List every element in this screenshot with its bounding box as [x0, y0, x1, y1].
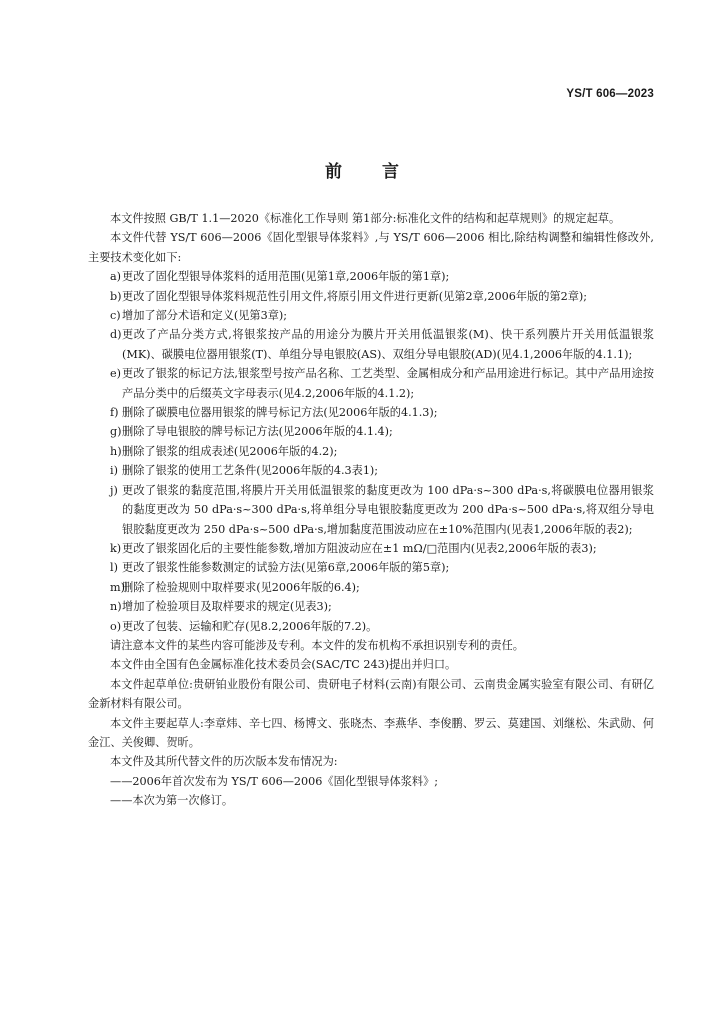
list-item: [88, 617, 654, 636]
intro-paragraph: 本文件代替 YS/T 606—2006《固化型银导体浆料》,与 YS/T 606—2006 相比,除结构调整和编辑性修改外,主要技术变化如下:: [88, 231, 654, 264]
list-marker: h): [110, 444, 122, 458]
version-history-item: ——本次为第一次修订。: [110, 794, 234, 808]
list-item: [88, 539, 654, 558]
list-marker: n): [110, 600, 122, 614]
page-title: 前言: [325, 162, 439, 182]
drafting-organizations: 本文件起草单位:贵研铂业股份有限公司、贵研电子材料(云南)有限公司、云南贵金属实验室有限公司、有研亿金新材料有限公司。: [88, 677, 654, 711]
list-item: [88, 325, 654, 364]
list-marker: a): [110, 270, 122, 284]
list-item-text: 更改了银浆性能参数测定的试验方法(见第6章,2006年版的第5章);: [122, 561, 450, 575]
list-item-text: 更改了银浆固化后的主要性能参数,增加方阻波动应在±1 mΩ/□范围内(见表2,2006年版的表3);: [122, 541, 597, 555]
list-marker: k): [110, 541, 122, 555]
list-marker: f): [110, 406, 119, 420]
list-item-text: 更改了银浆的标记方法,银浆型号按产品名称、工艺类型、金属相成分和产品用途进行标记。其中产品用途按产品分类中的后缀英文字母表示(见4.2,2006年版的4.1.2);: [122, 367, 654, 400]
list-marker: d): [110, 328, 122, 342]
version-history-intro: 本文件及其所代替文件的历次版本发布情况为:: [110, 755, 338, 769]
list-item: [88, 287, 654, 306]
list-item: [88, 558, 654, 577]
list-item-text: 删除了碳膜电位器用银浆的牌号标记方法(见2006年版的4.1.3);: [122, 406, 438, 420]
list-item: [88, 461, 654, 480]
list-item: [88, 267, 654, 286]
list-item-text: 删除了导电银胶的牌号标记方法(见2006年版的4.1.4);: [122, 425, 393, 439]
main-drafters: 本文件主要起草人:李章炜、辛七四、杨博文、张晓杰、李燕华、李俊鹏、罗云、莫建国、刘继松、朱武勋、何金江、关俊卿、贺昕。: [88, 716, 654, 749]
list-item-text: 更改了包装、运输和贮存(见8.2,2006年版的7.2)。: [122, 619, 378, 633]
list-item-text: 更改了固化型银导体浆料的适用范围(见第1章,2006年版的第1章);: [122, 270, 450, 284]
list-marker: g): [110, 425, 122, 439]
committee-statement: 本文件由全国有色金属标准化技术委员会(SAC/TC 243)提出并归口。: [110, 658, 457, 672]
list-item-text: 更改了银浆的黏度范围,将膜片开关用低温银浆的黏度更改为 100 dPa·s~300 dPa·s,将碳膜电位器用银浆的黏度更改为 50 dPa·s~300 dPa·s,将单组分导电银胶黏度更改为 200 dPa·s~500 dPa·s,将双组分导电银胶黏度更改为 250 dPa·s~500 dPa·s,增加黏度范围波动应在±10%范围内(见表1,2006年版的表2);: [122, 483, 654, 536]
list-item-text: 更改了固化型银导体浆料规范性引用文件,将原引用文件进行更新(见第2章,2006年版的第2章);: [122, 289, 588, 303]
list-item: [88, 422, 654, 441]
list-item: [88, 481, 654, 539]
list-item: [88, 403, 654, 422]
list-item-text: 增加了部分术语和定义(见第3章);: [122, 309, 288, 323]
list-marker: l): [110, 561, 118, 575]
intro-paragraph: 本文件按照 GB/T 1.1—2020《标准化工作导则 第1部分:标准化文件的结构和起草规则》的规定起草。: [110, 212, 621, 225]
list-marker: j): [110, 483, 118, 497]
list-marker: c): [110, 309, 121, 323]
technical-changes-list: [88, 267, 654, 636]
list-item-text: 删除了银浆的组成表述(见2006年版的4.2);: [122, 444, 338, 458]
version-history-item: ——2006年首次发布为 YS/T 606—2006《固化型银导体浆料》;: [110, 774, 439, 788]
list-marker: e): [110, 367, 121, 381]
list-item-text: 删除了银浆的使用工艺条件(见2006年版的4.3表1);: [122, 464, 379, 478]
list-marker: i): [110, 464, 118, 478]
list-item-text: 更改了产品分类方式,将银浆按产品的用途分为膜片开关用低温银浆(M)、快干系列膜片开关用低温银浆(MK)、碳膜电位器用银浆(T)、单组分导电银胶(AS)、双组分导电银胶(AD)(见4.1,2006年版的4.1.1);: [122, 328, 654, 361]
list-item-text: 增加了检验项目及取样要求的规定(见表3);: [122, 600, 332, 614]
list-item: [88, 578, 654, 597]
list-marker: b): [110, 289, 122, 303]
foreword-body: [88, 209, 654, 811]
list-marker: m): [110, 580, 125, 594]
patent-notice: 请注意本文件的某些内容可能涉及专利。本文件的发布机构不承担识别专利的责任。: [110, 638, 524, 652]
standard-number: YS/T 606—2023: [566, 88, 654, 100]
list-marker: o): [110, 619, 122, 633]
list-item: [88, 597, 654, 616]
list-item: [88, 364, 654, 403]
list-item-text: 删除了检验规则中取样要求(见2006年版的6.4);: [122, 580, 360, 594]
list-item: [88, 306, 654, 325]
list-item: [88, 442, 654, 461]
